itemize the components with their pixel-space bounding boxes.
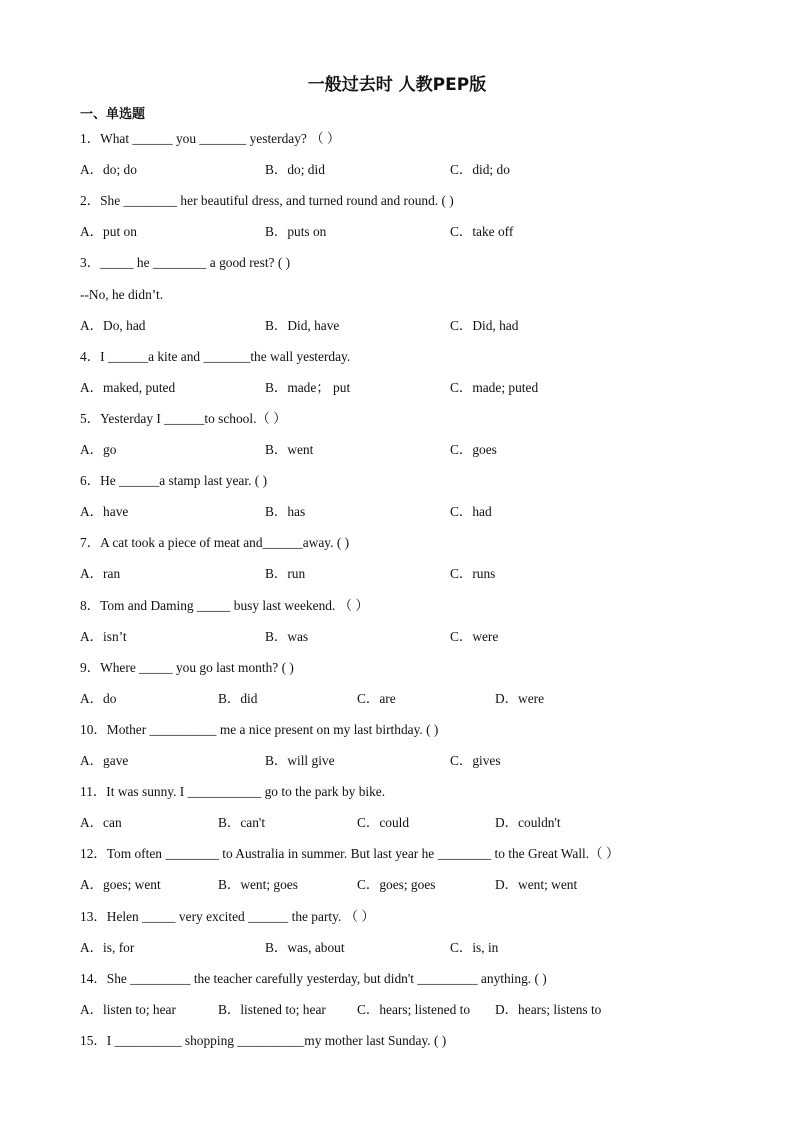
answer-option[interactable]: B．was, about	[265, 939, 345, 955]
answer-option[interactable]: B．listened to; hear	[218, 1001, 326, 1017]
answer-option[interactable]: C．were	[450, 628, 499, 644]
answer-option[interactable]: B．do; did	[265, 162, 325, 178]
question-text: 1．What ______ you _______ yesterday? （ ）	[80, 131, 341, 146]
question-text: 7．A cat took a piece of meat and______away. ( )	[80, 535, 350, 551]
answer-option[interactable]: A．isn’t	[80, 628, 127, 644]
answer-option[interactable]: B．went	[265, 442, 314, 457]
question-text: 10．Mother __________ me a nice present on my last birthday. ( )	[80, 721, 439, 737]
answer-option[interactable]: B．puts on	[265, 224, 327, 240]
answer-option[interactable]: C．had	[450, 504, 492, 520]
answer-option[interactable]: A．gave	[80, 753, 129, 768]
answer-option[interactable]: D．hears; listens to	[495, 1001, 602, 1017]
answer-option[interactable]: A．put on	[80, 224, 137, 240]
answer-option[interactable]: B．was	[265, 628, 309, 644]
answer-option[interactable]: A．go	[80, 442, 117, 457]
answer-option[interactable]: C．made; puted	[450, 379, 539, 395]
answer-option[interactable]: C．Did, had	[450, 317, 519, 333]
answer-option[interactable]: C．are	[357, 690, 396, 706]
answer-option[interactable]: A．ran	[80, 566, 121, 582]
answer-option[interactable]: B．made； put	[265, 379, 351, 395]
answer-option[interactable]: A．maked, puted	[80, 379, 176, 395]
answer-option[interactable]: C．goes	[450, 442, 497, 457]
answer-option[interactable]: C．gives	[450, 753, 501, 768]
answer-option[interactable]: A．goes; went	[80, 877, 161, 893]
answer-option[interactable]: A．have	[80, 504, 129, 520]
question-text: 2．She ________ her beautiful dress, and turned round and round. ( )	[80, 193, 454, 209]
answer-option[interactable]: B．did	[218, 690, 258, 706]
question-text: 12．Tom often ________ to Australia in summer. But last year he ________ to the Great Wall.（ ）	[80, 846, 620, 862]
answer-option[interactable]: B．has	[265, 504, 306, 520]
question-text: 15．I __________ shopping __________my mother last Sunday. ( )	[80, 1032, 447, 1048]
answer-option[interactable]: D．went; went	[495, 877, 578, 893]
answer-option[interactable]: A．do; do	[80, 162, 137, 178]
answer-option[interactable]: B．went; goes	[218, 877, 298, 893]
answer-option[interactable]: B．will give	[265, 753, 335, 768]
page-title: 一般过去时 人教PEP版	[307, 75, 487, 95]
answer-option[interactable]: C．did; do	[450, 162, 510, 178]
question-text: 8．Tom and Daming _____ busy last weekend. （ ）	[80, 597, 369, 613]
answer-option[interactable]: C．is, in	[450, 939, 499, 955]
answer-option[interactable]: A．can	[80, 815, 122, 831]
section-heading: 一、单选题	[80, 107, 146, 122]
question-text: 11．It was sunny. I ___________ go to the park by bike.	[80, 784, 386, 800]
question-text: 14．She _________ the teacher carefully yesterday, but didn't _________ anything. ( )	[80, 970, 547, 986]
answer-option[interactable]: A．do	[80, 690, 117, 706]
question-text: 5．Yesterday I ______to school.（ ）	[80, 410, 287, 426]
question-text: 3．_____ he ________ a good rest? ( )	[80, 255, 291, 271]
answer-option[interactable]: A．listen to; hear	[80, 1001, 176, 1017]
answer-option[interactable]: C．goes; goes	[357, 877, 436, 893]
answer-option[interactable]: C．hears; listened to	[357, 1001, 471, 1017]
question-text: 4．I ______a kite and _______the wall yesterday.	[80, 348, 351, 364]
answer-option[interactable]: C．runs	[450, 566, 496, 582]
answer-option[interactable]: A．Do, had	[80, 317, 146, 333]
answer-option[interactable]: C．take off	[450, 224, 514, 240]
answer-option[interactable]: D．were	[495, 690, 545, 706]
answer-option[interactable]: D．couldn't	[495, 815, 561, 831]
answer-option[interactable]: B．Did, have	[265, 317, 340, 333]
question-text: 13．Helen _____ very excited ______ the party. （ ）	[80, 908, 375, 924]
question-extra: --No, he didn’t.	[80, 286, 164, 302]
answer-option[interactable]: B．run	[265, 566, 306, 582]
answer-option[interactable]: B．can't	[218, 815, 266, 831]
answer-option[interactable]: C．could	[357, 815, 410, 831]
answer-option[interactable]: A．is, for	[80, 939, 135, 955]
question-text: 6．He ______a stamp last year. ( )	[80, 473, 268, 489]
question-text: 9．Where _____ you go last month? ( )	[80, 659, 294, 675]
